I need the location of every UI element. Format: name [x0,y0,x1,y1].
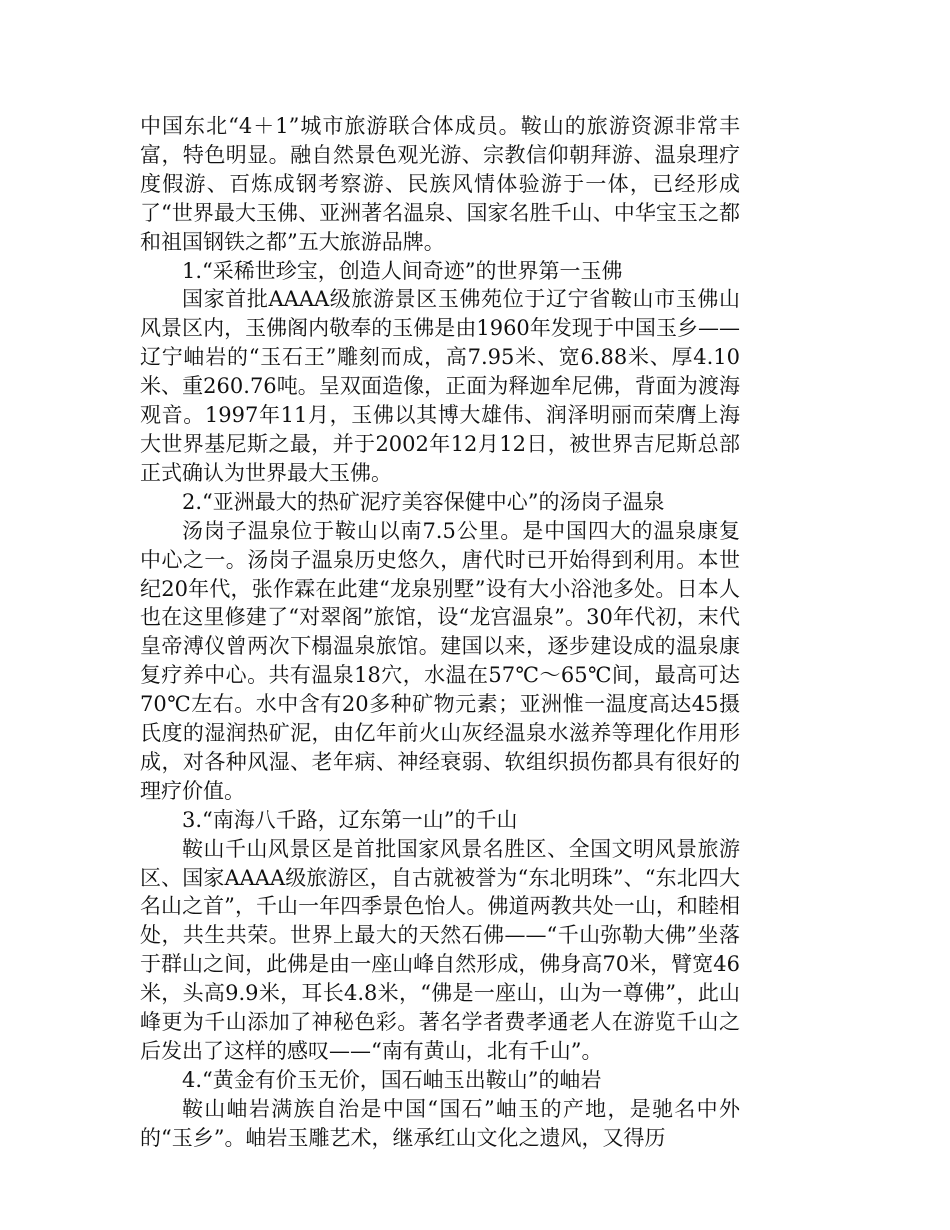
paragraph-qianshan: 鞍山千山风景区是首批国家风景名胜区、全国文明风景旅游区、国家AAAA级旅游区，自古就被誉为“东北明珠”、“东北四大名山之首”，千山一年四季景色怡人。佛道两教共处一山，和睦相处，共生共荣。世界上最大的天然石佛——“千山弥勒大佛”坐落于群山之间，此佛是由一座山峰自然形成，佛身高70米，臂宽46米，头高9.9米，耳长4.8米，“佛是一座山，山为一尊佛”，此山峰更为千山添加了神秘色彩。著名学者费孝通老人在游览千山之后发出了这样的感叹——“南有黄山，北有千山”。 [140,836,740,1063]
paragraph-tanggangzi-hot-spring: 汤岗子温泉位于鞍山以南7.5公里。是中国四大的温泉康复中心之一。汤岗子温泉历史悠久，唐代时已开始得到利用。本世纪20年代，张作霖在此建“龙泉别墅”设有大小浴池多处。日本人也在这里修建了“对翠阁”旅馆，设“龙宫温泉”。30年代初，末代皇帝溥仪曾两次下榻温泉旅馆。建国以来，逐步建设成的温泉康复疗养中心。共有温泉18穴，水温在57℃～65℃间，最高可达70℃左右。水中含有20多种矿物元素；亚洲惟一温度高达45摄氏度的湿润热矿泥，由亿年前火山灰经温泉水滋养等理化作用形成，对各种风湿、老年病、神经衰弱、软组织损伤都具有很好的理疗价值。 [140,518,740,803]
paragraph-xiuyan: 鞍山岫岩满族自治是中国“国石”岫玉的产地，是驰名中外的“玉乡”。岫岩玉雕艺术，继承红山文化之遗风，又得历 [140,1096,740,1150]
section-heading-qianshan: 3.“南海八千路，辽东第一山”的千山 [182,807,518,832]
document-body [140,112,740,1153]
section-heading-xiuyan: 4.“黄金有价玉无价，国石岫玉出鞍山”的岫岩 [182,1067,602,1092]
paragraph-jade-buddha: 国家首批AAAA级旅游景区玉佛苑位于辽宁省鞍山市玉佛山风景区内，玉佛阁内敬奉的玉佛是由1960年发现于中国玉乡——辽宁岫岩的“玉石王”雕刻而成，高7.95米、宽6.88米、厚4.10米、重260.76吨。呈双面造像，正面为释迦牟尼佛，背面为渡海观音。1997年11月，玉佛以其博大雄伟、润泽明丽而荣膺上海大世界基尼斯之最，并于2002年12月12日，被世界吉尼斯总部正式确认为世界最大玉佛。 [140,287,740,485]
paragraph-intro: 中国东北“4＋1”城市旅游联合体成员。鞍山的旅游资源非常丰富，特色明显。融自然景色观光游、宗教信仰朝拜游、温泉理疗度假游、百炼成钢考察游、民族风情体验游于一体，已经形成了“世界最大玉佛、亚洲著名温泉、国家名胜千山、中华宝玉之都和祖国钢铁之都”五大旅游品牌。 [140,114,740,254]
section-heading-tanggangzi-hot-spring: 2.“亚洲最大的热矿泥疗美容保健中心”的汤岗子温泉 [182,489,665,514]
section-heading-jade-buddha: 1.“采稀世珍宝，创造人间奇迹”的世界第一玉佛 [182,258,623,283]
